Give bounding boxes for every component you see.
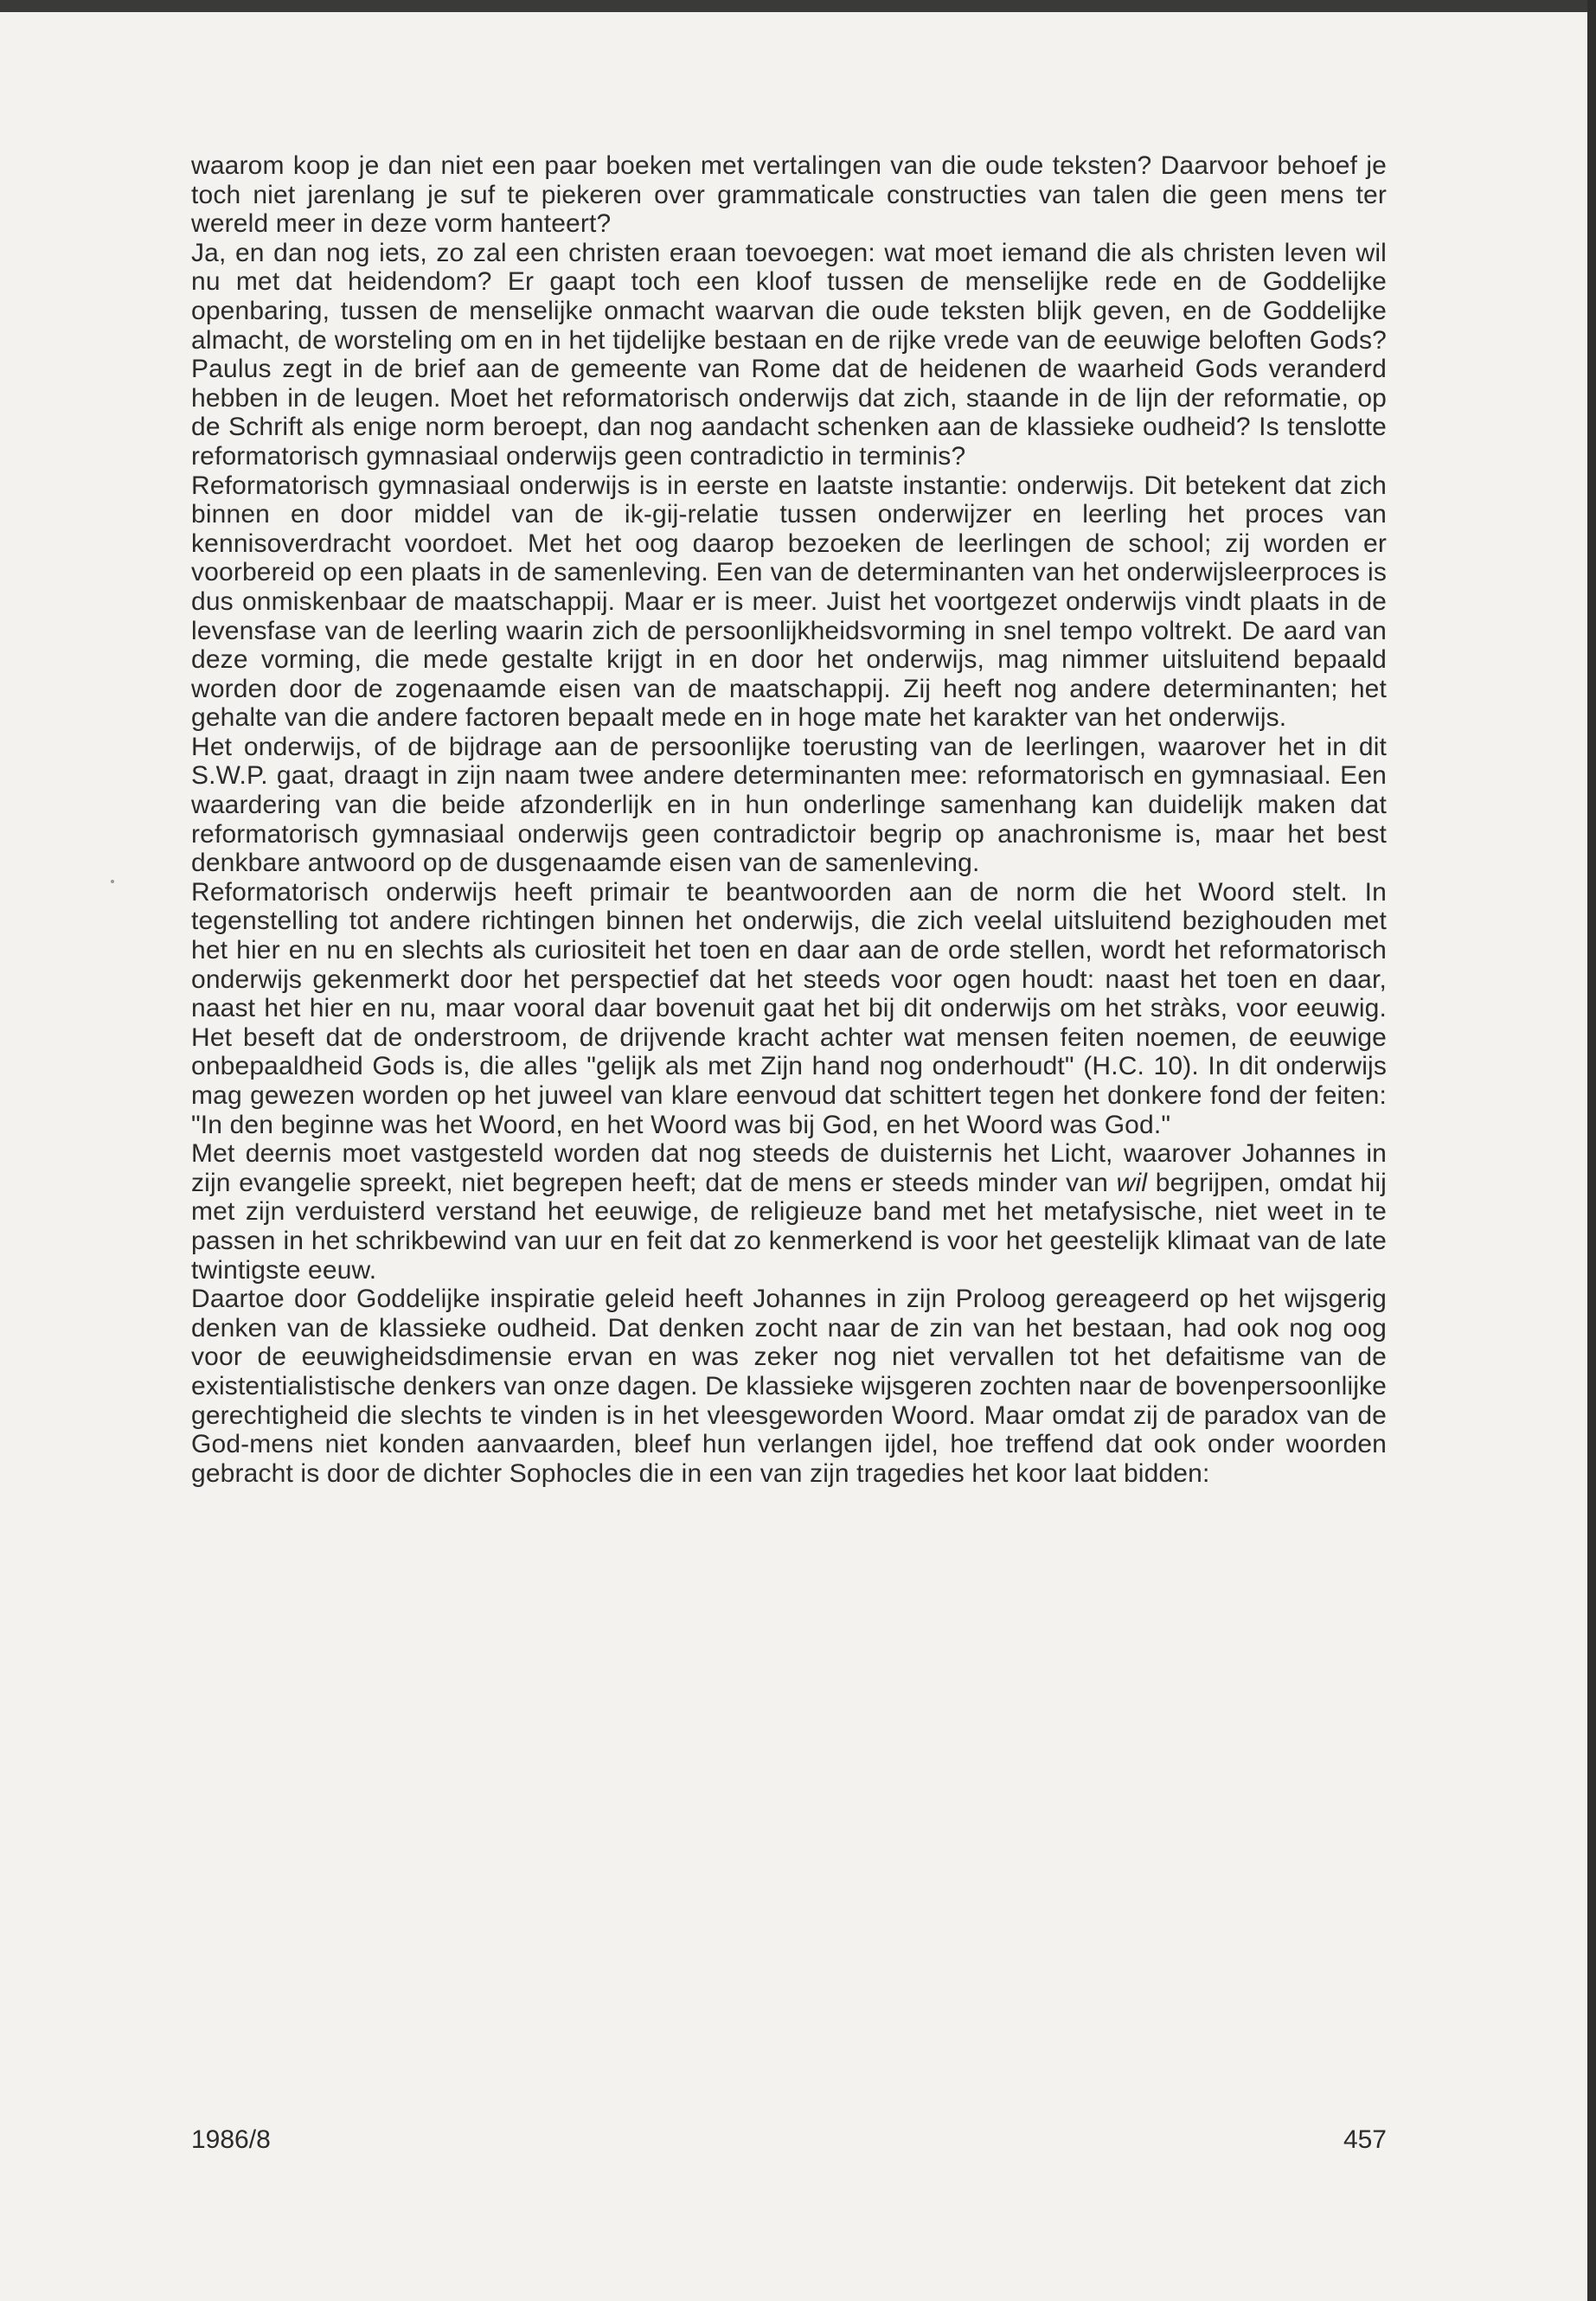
paragraph-6: Met deernis moet vastgesteld worden dat nog steeds de duisternis het Licht, waarover Johannes in zijn evangelie spreekt, niet begrepen heeft; dat de mens er steeds minder van wil begrijpen, omdat hij met zijn verduisterd verstand het eeuwige, de religieuze band met het metafysische, niet weet in te passen in het schrikbewind van uur en feit dat zo kenmerkend is voor het geestelijk klimaat van de late twintigste eeuw. (191, 1139, 1387, 1285)
scan-top-border (0, 0, 1596, 12)
paragraph-4: Het onderwijs, of de bijdrage aan de persoonlijke toerusting van de leerlingen, waarover het in dit S.W.P. gaat, draagt in zijn naam twee andere determinanten mee: reformatorisch en gymnasiaal. Een waardering van die beide afzonderlijk en in hun onderlinge samenhang kan duidelijk maken dat reformatorisch gymnasiaal onderwijs geen contradictoir begrip op anachronisme is, maar het best denkbare antwoord op de dusgenaamde eisen van de samenleving. (191, 732, 1387, 878)
issue-number: 1986/8 (191, 2125, 271, 2154)
page-number: 457 (1343, 2125, 1387, 2154)
paragraph-5: Reformatorisch onderwijs heeft primair te beantwoorden aan de norm die het Woord stelt. In tegenstelling tot andere richtingen binnen het onderwijs, die zich veelal uitsluitend bezighouden met het hier en nu en slechts als curiositeit het toen en daar aan de orde stellen, wordt het reformatorisch onderwijs gekenmerkt door het perspectief dat het steeds voor ogen houdt: naast het toen en daar, naast het hier en nu, maar vooral daar bovenuit gaat het bij dit onderwijs om het stràks, voor eeuwig. Het beseft dat de onderstroom, de drijvende kracht achter wat mensen feiten noemen, de eeuwige onbepaaldheid Gods is, die alles "gelijk als met Zijn hand nog onderhoudt" (H.C. 10). In dit onderwijs mag gewezen worden op het juweel van klare eenvoud dat schittert tegen het donkere fond der feiten: "In den beginne was het Woord, en het Woord was bij God, en het Woord was God." (191, 877, 1387, 1139)
paragraph-2: Ja, en dan nog iets, zo zal een christen eraan toevoegen: wat moet iemand die als christen leven wil nu met dat heidendom? Er gaapt toch een kloof tussen de menselijke rede en de Goddelijke openbaring, tussen de menselijke onmacht waarvan die oude teksten blijk geven, en de Goddelijke almacht, de worsteling om en in het tijdelijke bestaan en de rijke vrede van de eeuwige beloften Gods? Paulus zegt in de brief aan de gemeente van Rome dat de heidenen de waarheid Gods veranderd hebben in de leugen. Moet het reformatorisch onderwijs dat zich, staande in de lijn der reformatie, op de Schrift als enige norm beroept, dan nog aandacht schenken aan de klassieke oudheid? Is tenslotte reformatorisch gymnasiaal onderwijs geen contradictio in terminis? (191, 238, 1387, 471)
margin-speck (111, 880, 114, 883)
paragraph-1: waarom koop je dan niet een paar boeken met vertalingen van die oude teksten? Daarvoor behoef je toch niet jarenlang je suf te piekeren over grammaticale constructies van talen die geen mens ter wereld meer in deze vorm hanteert? (191, 151, 1387, 239)
paragraph-3: Reformatorisch gymnasiaal onderwijs is in eerste en laatste instantie: onderwijs. Dit betekent dat zich binnen en door middel van de ik-gij-relatie tussen onderwijzer en leerling het proces van kennisoverdracht voordoet. Met het oog daarop bezoeken de leerlingen de school; zij worden er voorbereid op een plaats in de samenleving. Een van de determinanten van het onderwijsleerproces is dus onmiskenbaar de maatschappij. Maar er is meer. Juist het voortgezet onderwijs vindt plaats in de levensfase van de leerling waarin zich de persoonlijkheidsvorming in snel tempo voltrekt. De aard van deze vorming, die mede gestalte krijgt in en door het onderwijs, mag nimmer uitsluitend bepaald worden door de zogenaamde eisen van de maatschappij. Zij heeft nog andere determinanten; het gehalte van die andere factoren bepaalt mede en in hoge mate het karakter van het onderwijs. (191, 471, 1387, 733)
paragraph-7: Daartoe door Goddelijke inspiratie geleid heeft Johannes in zijn Proloog gereageerd op het wijsgerig denken van de klassieke oudheid. Dat denken zocht naar de zin van het bestaan, had ook nog oog voor de eeuwigheidsdimensie ervan en was zeker nog niet vervallen tot het defaitisme van de existentialistische denkers van onze dagen. De klassieke wijsgeren zochten naar de bovenpersoonlijke gerechtigheid die slechts te vinden is in het vleesgeworden Woord. Maar omdat zij de paradox van de God-mens niet konden aanvaarden, bleef hun verlangen ijdel, hoe treffend dat ook onder woorden gebracht is door de dichter Sophocles die in een van zijn tragedies het koor laat bidden: (191, 1285, 1387, 1488)
body-text (191, 151, 1387, 1488)
scan-right-border (1587, 0, 1596, 2301)
emphasis-wil: wil (1116, 1168, 1148, 1197)
